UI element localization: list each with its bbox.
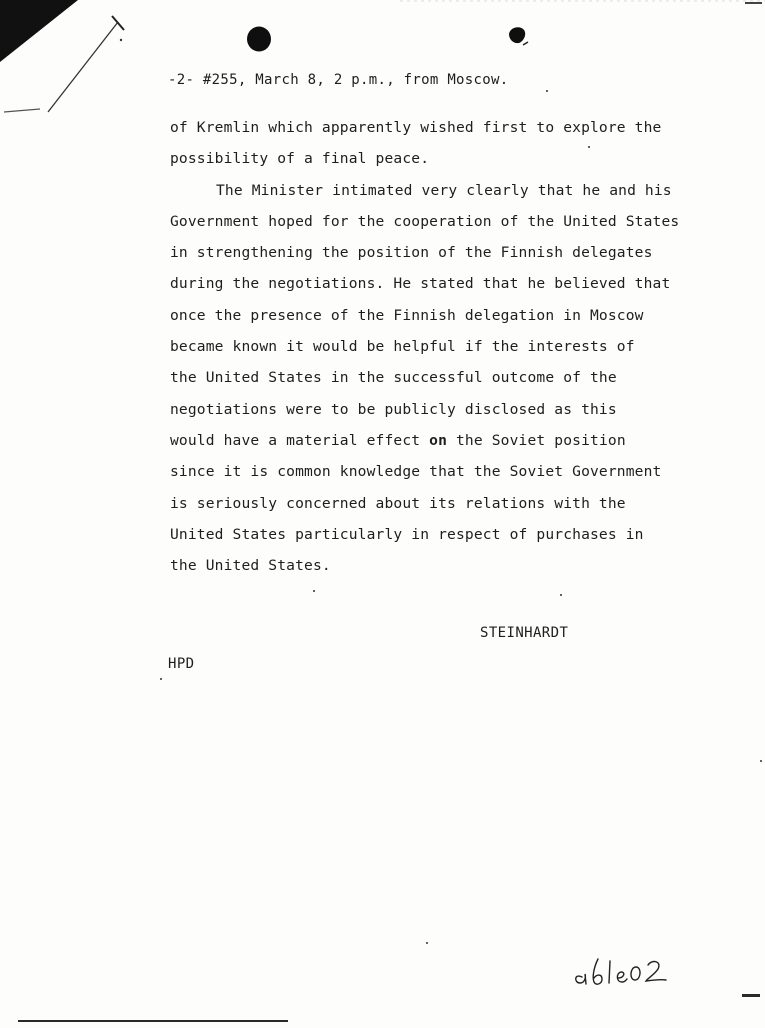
body-line: once the presence of the Finnish delegation in Moscow xyxy=(170,306,644,324)
bottom-rule-line xyxy=(18,1020,288,1022)
body-line: possibility of a final peace. xyxy=(170,150,430,168)
scan-speck xyxy=(588,146,590,148)
punch-hole-right xyxy=(506,24,532,50)
scan-speck xyxy=(426,942,428,944)
body-line: since it is common knowledge that the Soviet Government xyxy=(170,463,662,481)
typist-initials: HPD xyxy=(168,656,195,672)
corner-fold-mark xyxy=(0,0,140,125)
message-reference-header: -2- #255, March 8, 2 p.m., from Moscow. xyxy=(168,72,509,88)
scan-speck xyxy=(760,760,762,762)
body-line: the United States. xyxy=(170,557,331,575)
scan-speck xyxy=(546,90,548,92)
body-line: is seriously concerned about its relations with the xyxy=(170,494,626,512)
body-line-part: would have a material effect xyxy=(170,431,421,449)
body-line xyxy=(170,429,730,460)
scan-edge-artifact xyxy=(400,0,765,5)
bold-word: on xyxy=(429,431,448,449)
body-line: of Kremlin which apparently wished first to explore the xyxy=(170,119,662,136)
body-line-part: the Soviet position xyxy=(455,431,626,449)
handwritten-annotation xyxy=(568,947,678,989)
bottom-edge-mark xyxy=(742,994,760,997)
body-line: during the negotiations. He stated that he believed that xyxy=(170,275,671,293)
body-line: negotiations were to be publicly disclosed as this xyxy=(170,400,617,418)
sender-signature: STEINHARDT xyxy=(480,625,569,641)
body-line: The Minister intimated very clearly that he and his xyxy=(216,181,672,199)
scan-speck xyxy=(313,590,315,592)
scan-speck xyxy=(560,594,562,596)
message-body xyxy=(170,116,730,585)
punch-hole-left xyxy=(246,26,272,52)
body-line: became known it would be helpful if the interests of xyxy=(170,338,635,356)
body-line: in strengthening the position of the Finnish delegates xyxy=(170,244,653,262)
body-line: the United States in the successful outcome of the xyxy=(170,369,617,387)
scan-speck xyxy=(160,678,162,680)
body-line: United States particularly in respect of purchases in xyxy=(170,525,644,543)
body-line: Government hoped for the cooperation of the United States xyxy=(170,212,680,230)
